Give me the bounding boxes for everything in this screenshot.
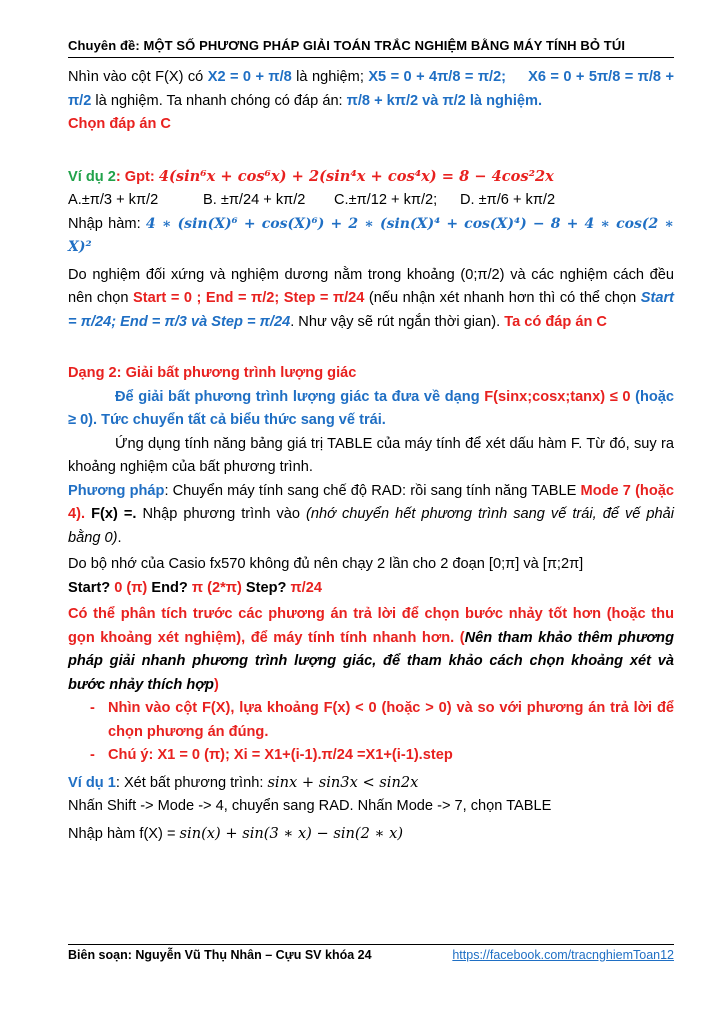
range-primary: Start = 0 ; End = π/2; Step = π/24 bbox=[133, 290, 365, 306]
answer-choices bbox=[68, 189, 674, 213]
example-label: Ví dụ 2 bbox=[68, 168, 116, 185]
paragraph-memory: Do bộ nhớ của Casio fx570 không đủ nên chạy 2 lần cho 2 đoạn [0;π] và [π;2π] bbox=[68, 556, 584, 572]
paragraph-shift-mode: Nhấn Shift -> Mode -> 4, chuyển sang RAD. Nhấn Mode -> 7, chọn TABLE bbox=[68, 798, 552, 814]
page-footer bbox=[68, 944, 674, 962]
paragraph-method-intro bbox=[68, 386, 674, 433]
choice-b: B. ±π/24 + kπ/2 bbox=[203, 192, 306, 208]
text: Nhập phương trình vào bbox=[136, 506, 307, 522]
step-label: Step? bbox=[241, 579, 291, 596]
content bbox=[68, 66, 674, 846]
step-value: π/24 bbox=[290, 579, 322, 596]
footer-author: Biên soạn: Nguyễn Vũ Thụ Nhân – Cựu SV khóa 24 bbox=[68, 948, 372, 962]
example-label: Ví dụ 1 bbox=[68, 774, 116, 791]
text: Nhập hàm: bbox=[68, 215, 146, 232]
text: Nhìn vào cột F(X) có bbox=[68, 69, 208, 85]
paragraph-symmetric bbox=[68, 264, 674, 335]
range-alternative: Start = π/24; End = π/3 và Step = π/24 bbox=[68, 290, 674, 330]
start-value: 0 (π) bbox=[114, 579, 148, 596]
bullet-dash: - bbox=[90, 747, 95, 763]
text: . bbox=[117, 529, 122, 546]
text: : Xét bất phương trình: bbox=[115, 774, 268, 791]
root-x5: X5 = 0 + 4π/8 = π/2; bbox=[368, 69, 507, 85]
paragraph-method bbox=[68, 480, 674, 551]
footer-link[interactable]: https://facebook.com/tracnghiemToan12 bbox=[452, 948, 674, 962]
root-x6: X6 = 0 + 5π/8 = π/8 + π/2 bbox=[68, 69, 674, 109]
bullet-text: Chú ý: X1 = 0 (π); Xi = X1+(i-1).π/24 =X1+(i-1).step bbox=[108, 747, 453, 763]
text: Do nghiệm đối xứng và nghiệm dương nằm trong khoảng (0;π/2) và các nghiệm cách đều nên chọn bbox=[68, 266, 674, 306]
end-value: π (2*π) bbox=[191, 579, 242, 596]
choice-d: D. ±π/6 + kπ/2 bbox=[460, 192, 556, 208]
page-header: Chuyên đề: MỘT SỐ PHƯƠNG PHÁP GIẢI TOÁN TRẮC NGHIỆM BẰNG MÁY TÍNH BỎ TÚI bbox=[68, 38, 674, 58]
function-expression: 4 ∗ (sin(X)⁶ + cos(X)⁶) + 2 ∗ (sin(X)⁴ + cos(X)⁴) − 8 + 4 ∗ cos(2 ∗ X)² bbox=[68, 215, 674, 255]
root-x2: X2 = 0 + π/8 bbox=[207, 69, 292, 85]
answer-text: π/8 + kπ/2 và π/2 là nghiệm. bbox=[346, 92, 543, 109]
text: ) bbox=[213, 676, 219, 693]
example-2-equation: 4(sin⁶x + cos⁶x) + 2(sin⁴x + cos⁴x) = 8 − 4cos²2x bbox=[158, 167, 554, 185]
method-label: Phương pháp bbox=[68, 482, 165, 499]
choice-c: C.±π/12 + kπ/2; bbox=[334, 192, 438, 208]
start-end-step bbox=[68, 577, 674, 601]
bullet-dash: - bbox=[90, 700, 95, 716]
text: : Chuyển máy tính sang chế độ RAD: rồi sang tính năng TABLE bbox=[164, 482, 581, 499]
mode-keys: Mode 7 (hoặc 4). bbox=[68, 482, 674, 522]
text: Nhập hàm f(X) = bbox=[68, 825, 180, 842]
input-fx bbox=[68, 822, 674, 847]
text: (hoặc ≥ 0). Tức chuyển tất cả biểu thức sang vế trái. bbox=[68, 388, 674, 428]
bullet-item bbox=[68, 697, 674, 744]
example-2 bbox=[68, 165, 674, 190]
answer-c: Ta có đáp án C bbox=[504, 313, 607, 330]
reference-note: Nên tham khảo thêm phương pháp giải nhanh phương trình lượng giác, để tham khảo cách chọn khoảng xét và bước nhảy thích hợp bbox=[68, 629, 674, 693]
input-function bbox=[68, 213, 674, 260]
page bbox=[68, 38, 674, 846]
text: là nghiệm. Ta nhanh chóng có đáp án: bbox=[91, 92, 347, 109]
gpt-label: : Gpt: bbox=[115, 168, 159, 185]
paragraph-application: Ứng dụng tính năng bảng giá trị TABLE của máy tính để xét dấu hàm F. Từ đó, suy ra khoảng nghiệm của bất phương trình. bbox=[68, 435, 674, 475]
text: . Như vậy sẽ rút ngắn thời gian). bbox=[290, 313, 505, 330]
paragraph-result bbox=[68, 66, 674, 113]
example-1-equation: sinx + sin3x < sin2x bbox=[267, 773, 419, 791]
bullet-item bbox=[68, 744, 674, 768]
text: (nếu nhận xét nhanh hơn thì có thể chọn bbox=[364, 290, 641, 306]
note-text: (nhớ chuyển hết phương trình sang vế trái, để vế phải bằng 0) bbox=[68, 506, 675, 546]
inequality-form: F(sinx;cosx;tanx) ≤ 0 bbox=[484, 388, 631, 405]
choose-answer-c: Chọn đáp án C bbox=[68, 116, 171, 132]
text: Có thể phân tích trước các phương án trả lời để chọn bước nhảy tốt hơn (hoặc thu gọn khoảng xét nghiệm), để máy tính tính nhanh hơn. ( bbox=[68, 606, 674, 646]
paragraph-analysis bbox=[68, 603, 674, 697]
example-1 bbox=[68, 771, 674, 796]
fx-label: F(x) =. bbox=[85, 506, 137, 522]
fx-expression: sin(x) + sin(3 ∗ x) − sin(2 ∗ x) bbox=[179, 824, 404, 842]
start-label: Start? bbox=[68, 579, 115, 596]
bullet-text: Nhìn vào cột F(X), lựa khoảng F(x) < 0 (hoặc > 0) và so với phương án trả lời để chọn phương án đúng. bbox=[108, 700, 674, 740]
text: là nghiệm; bbox=[291, 69, 369, 85]
section-title-dang2: Dạng 2: Giải bất phương trình lượng giác bbox=[68, 365, 357, 381]
text: Để giải bất phương trình lượng giác ta đưa về dạng bbox=[115, 388, 485, 405]
end-label: End? bbox=[147, 579, 192, 596]
choice-a: A.±π/3 + kπ/2 bbox=[68, 192, 159, 208]
